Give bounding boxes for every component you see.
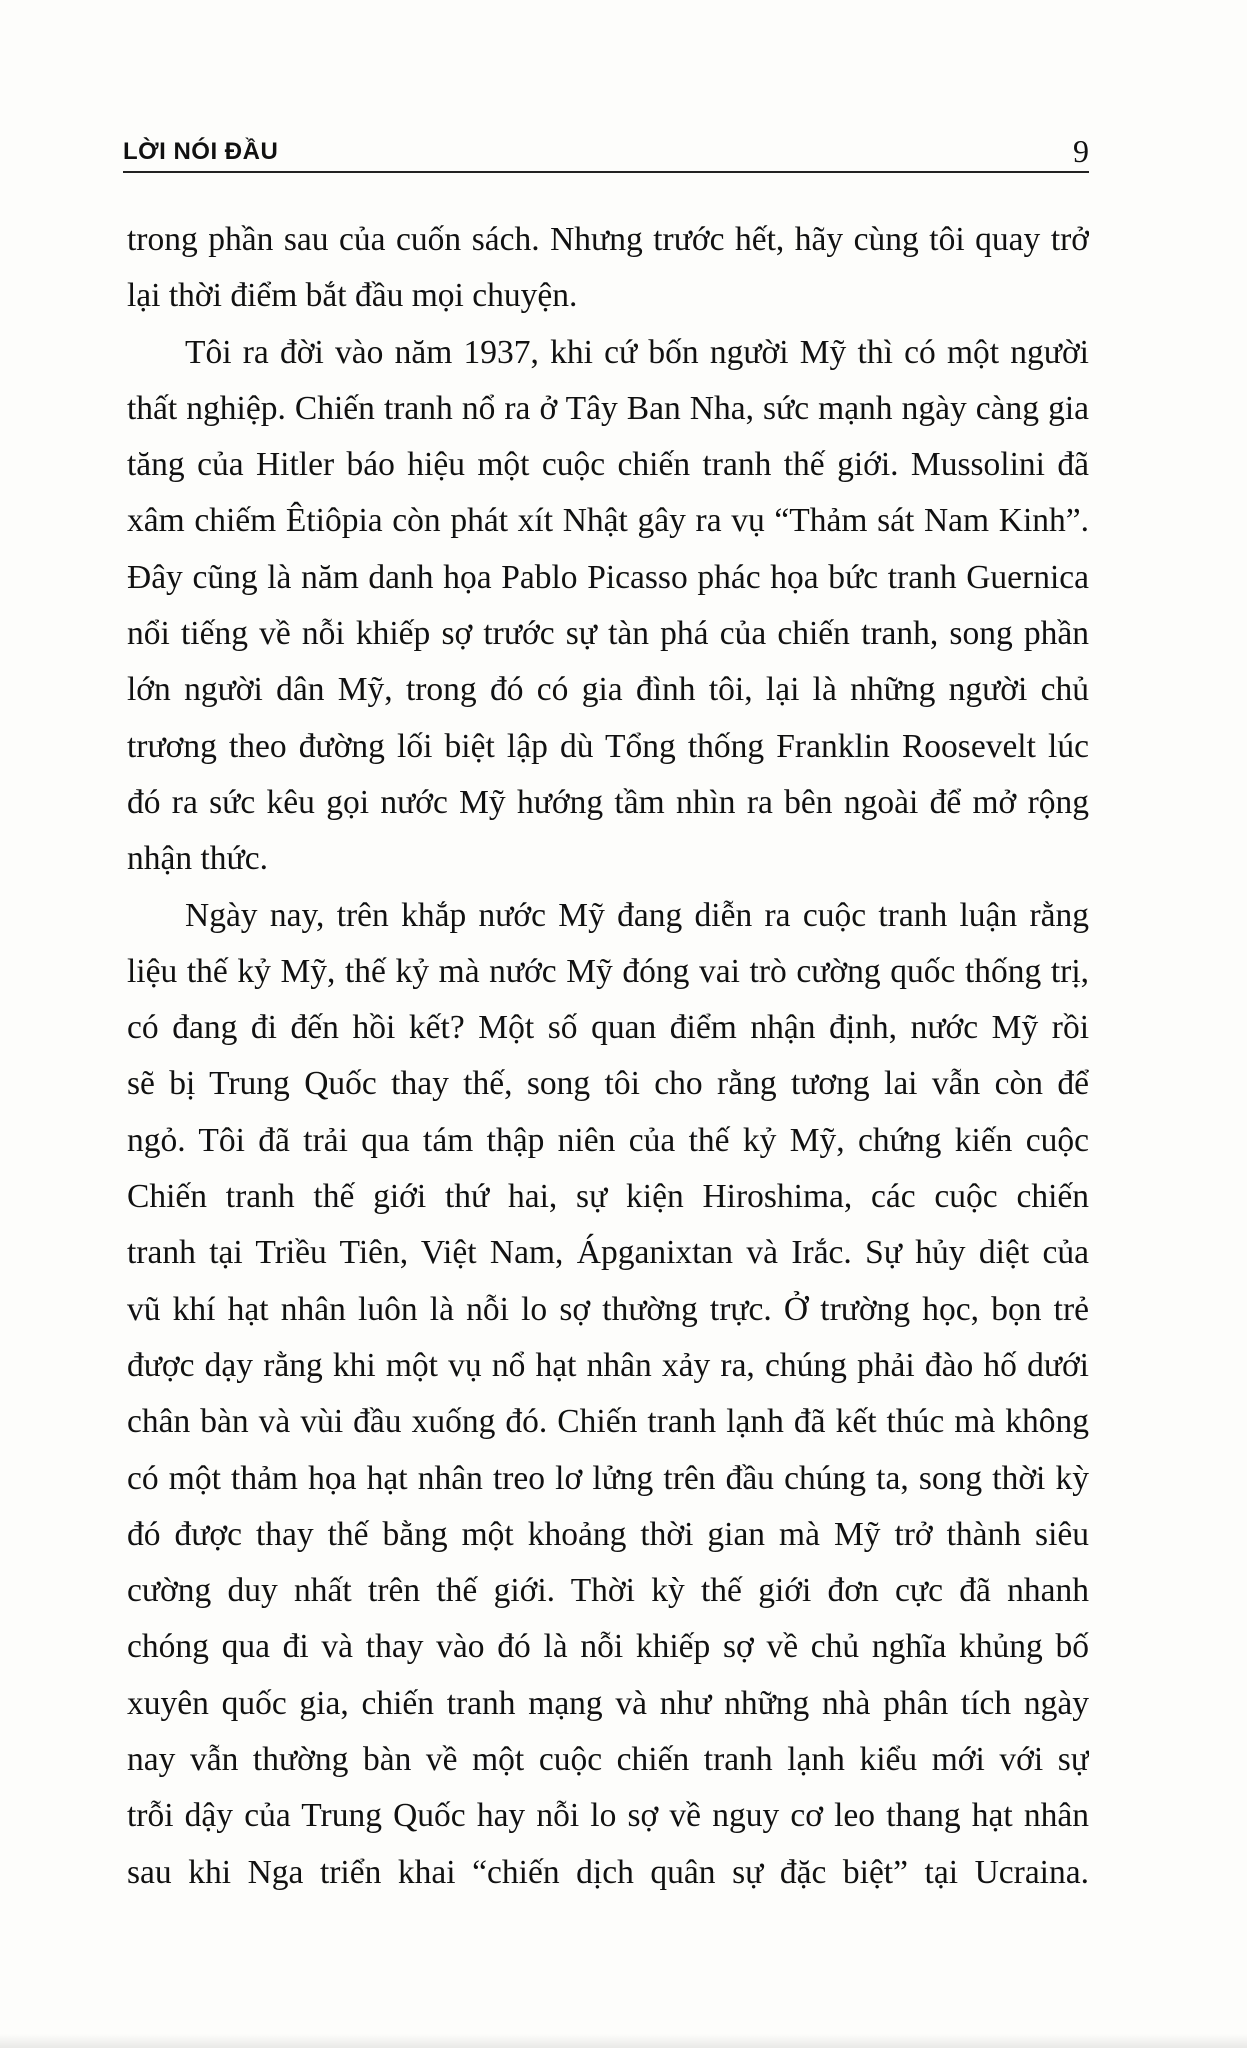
text-line: xuyên quốc gia, chiến tranh mạng và như những nhà phân tích ngày [127,1684,1089,1722]
text-line: Chiến tranh thế giới thứ hai, sự kiện Hiroshima, các cuộc chiến [127,1178,1089,1216]
text-line: Ngày nay, trên khắp nước Mỹ đang diễn ra cuộc tranh luận rằng [185,896,1089,934]
text-line: vũ khí hạt nhân luôn là nỗi lo sợ thường trực. Ở trường học, bọn trẻ [127,1290,1089,1328]
text-line: nổi tiếng về nỗi khiếp sợ trước sự tàn phá của chiến tranh, song phần [127,615,1089,653]
text-line: thất nghiệp. Chiến tranh nổ ra ở Tây Ban Nha, sức mạnh ngày càng gia [127,389,1089,427]
text-line: tranh tại Triều Tiên, Việt Nam, Ápganixtan và Irắc. Sự hủy diệt của [127,1234,1089,1272]
scan-edge [0,2034,1247,2048]
text-line: được dạy rằng khi một vụ nổ hạt nhân xảy ra, chúng phải đào hố dưới [127,1346,1089,1384]
text-line: xâm chiếm Êtiôpia còn phát xít Nhật gây ra vụ “Thảm sát Nam Kinh”. [127,502,1089,540]
text-line: liệu thế kỷ Mỹ, thế kỷ mà nước Mỹ đóng vai trò cường quốc thống trị, [127,952,1089,990]
page-number: 9 [1073,133,1089,169]
running-title: LỜI NÓI ĐẦU [123,138,279,165]
text-line: Tôi ra đời vào năm 1937, khi cứ bốn người Mỹ thì có một người [185,333,1089,371]
text-line: nay vẫn thường bàn về một cuộc chiến tranh lạnh kiểu mới với sự [127,1741,1089,1779]
text-line: Đây cũng là năm danh họa Pablo Picasso phác họa bức tranh Guernica [127,558,1089,596]
text-line: có một thảm họa hạt nhân treo lơ lửng trên đầu chúng ta, song thời kỳ [127,1459,1089,1497]
text-line: sau khi Nga triển khai “chiến dịch quân sự đặc biệt” tại Ucraina. [127,1853,1089,1891]
text-line: ngỏ. Tôi đã trải qua tám thập niên của thế kỷ Mỹ, chứng kiến cuộc [127,1121,1089,1159]
text-line: lại thời điểm bắt đầu mọi chuyện. [127,277,578,315]
running-head [123,132,1089,172]
header-rule [123,171,1089,173]
text-line: đó ra sức kêu gọi nước Mỹ hướng tầm nhìn ra bên ngoài để mở rộng [127,783,1089,821]
text-line: trỗi dậy của Trung Quốc hay nỗi lo sợ về nguy cơ leo thang hạt nhân [127,1797,1089,1835]
text-line: trong phần sau của cuốn sách. Nhưng trước hết, hãy cùng tôi quay trở [127,221,1089,258]
text-line: nhận thức. [127,840,268,878]
text-line: chóng qua đi và thay vào đó là nỗi khiếp sợ về chủ nghĩa khủng bố [127,1628,1089,1666]
body-text [127,212,1089,1901]
text-line: có đang đi đến hồi kết? Một số quan điểm nhận định, nước Mỹ rồi [127,1009,1089,1047]
text-line: chân bàn và vùi đầu xuống đó. Chiến tranh lạnh đã kết thúc mà không [127,1403,1089,1441]
text-line: cường duy nhất trên thế giới. Thời kỳ thế giới đơn cực đã nhanh [127,1572,1089,1610]
text-line: đó được thay thế bằng một khoảng thời gian mà Mỹ trở thành siêu [127,1515,1089,1553]
text-line: trương theo đường lối biệt lập dù Tổng thống Franklin Roosevelt lúc [127,727,1089,765]
text-line: sẽ bị Trung Quốc thay thế, song tôi cho rằng tương lai vẫn còn để [127,1065,1089,1103]
text-line: tăng của Hitler báo hiệu một cuộc chiến tranh thế giới. Mussolini đã [127,446,1089,484]
text-line: lớn người dân Mỹ, trong đó có gia đình tôi, lại là những người chủ [127,671,1089,709]
